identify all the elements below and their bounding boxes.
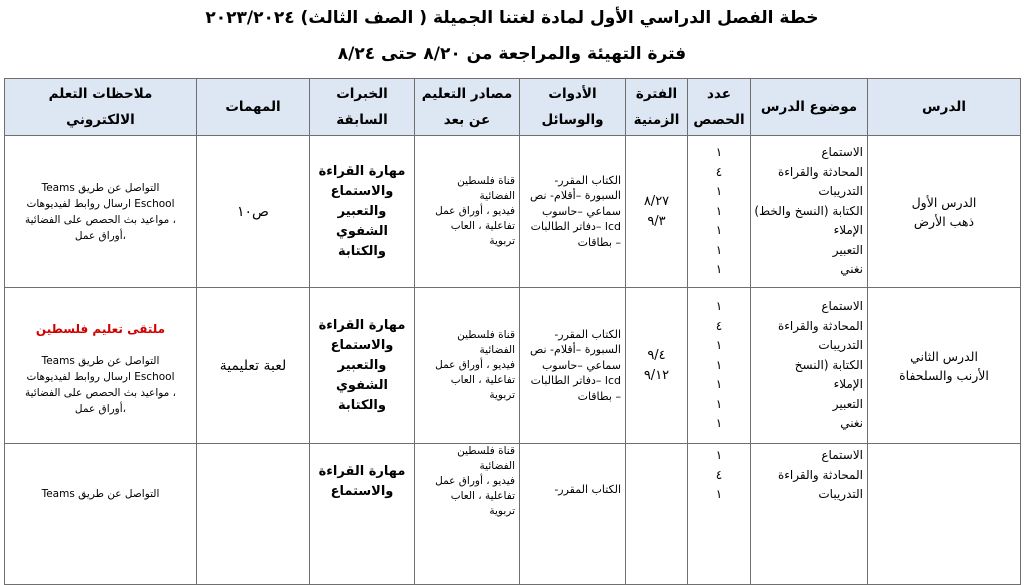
table-row	[5, 136, 1021, 288]
header-tools: الأدوات والوسائل	[520, 79, 626, 136]
count-cell: ١ ٤ ١ ١ ١ ١ ١	[688, 136, 751, 288]
count-cell: ١ ٤ ١	[688, 444, 751, 585]
topic-cell: الاستماع المحادثة والقراءة التدريبات	[751, 444, 868, 585]
experience-cell: مهارة القراءة والاستماع والتعبير الشفوي والكتابة	[310, 136, 415, 288]
notes-cell: التواصل عن طريق Teams Eschool ارسال روابط لفيديوهات ، مواعيد بث الحصص على الفضائية ،أوراق عمل	[5, 136, 197, 288]
lesson-cell	[868, 444, 1021, 585]
special-note: ملتقى تعليم فلسطين	[35, 321, 166, 336]
sources-cell: قناة فلسطين الفضائية فيديو ، أوراق عمل تفاعلية ، العاب تربوية	[415, 444, 520, 585]
task-cell: ص١٠	[197, 136, 310, 288]
task-cell	[197, 444, 310, 585]
notes-cell: التواصل عن طريق Teams	[5, 444, 197, 585]
lesson-cell: الدرس الثاني الأرنب والسلحفاة	[868, 288, 1021, 444]
experience-cell: مهارة القراءة والاستماع والتعبير الشفوي والكتابة	[310, 288, 415, 444]
header-period: الفترة الزمنية	[626, 79, 688, 136]
task-cell: لعبة تعليمية	[197, 288, 310, 444]
header-sources: مصادر التعليم عن بعد	[415, 79, 520, 136]
lesson-plan-table	[4, 78, 1021, 585]
period-cell	[626, 444, 688, 585]
document-title: خطة الفصل الدراسي الأول لمادة لغتنا الجميلة ( الصف الثالث) ٢٠٢٣/٢٠٢٤	[205, 8, 819, 28]
header-tasks: المهمات	[197, 79, 310, 136]
header-notes: ملاحظات التعلم الالكتروني	[5, 79, 197, 136]
header-count: عدد الحصص	[688, 79, 751, 136]
topic-cell: الاستماع المحادثة والقراءة التدريبات الكتابة (النسخ والخط) الإملاء التعبير نغني	[751, 136, 868, 288]
topic-cell: الاستماع المحادثة والقراءة التدريبات الكتابة (النسخ الإملاء التعبير نغني	[751, 288, 868, 444]
table-row	[5, 444, 1021, 585]
header-experience: الخبرات السابقة	[310, 79, 415, 136]
table-row	[5, 288, 1021, 444]
tools-cell: الكتاب المقرر- السبورة –أقلام- نص سماعي –حاسوب lcd –دفاتر الطالبات – بطاقات	[520, 288, 626, 444]
period-cell: ٩/٤ ٩/١٢	[626, 288, 688, 444]
lesson-cell: الدرس الأول ذهب الأرض	[868, 136, 1021, 288]
tools-cell: الكتاب المقرر- السبورة –أقلام- نص سماعي –حاسوب lcd –دفاتر الطالبات – بطاقات	[520, 136, 626, 288]
header-topic: موضوع الدرس	[751, 79, 868, 136]
sources-cell: قناة فلسطين الفضائية فيديو ، أوراق عمل تفاعلية ، العاب تربوية	[415, 288, 520, 444]
document-subtitle: فترة التهيئة والمراجعة من ٨/٢٠ حتى ٨/٢٤	[337, 44, 687, 64]
period-cell: ٨/٢٧ ٩/٣	[626, 136, 688, 288]
notes-cell: ملتقى تعليم فلسطين التواصل عن طريق Teams Eschool ارسال روابط لفيديوهات ، مواعيد بث الحصص على الفضائية ،أوراق عمل	[5, 288, 197, 444]
count-cell: ١ ٤ ١ ١ ١ ١ ١	[688, 288, 751, 444]
tools-cell: الكتاب المقرر-	[520, 444, 626, 585]
experience-cell: مهارة القراءة والاستماع	[310, 444, 415, 585]
table-header-row	[5, 79, 1021, 136]
header-lesson: الدرس	[868, 79, 1021, 136]
sources-cell: قناة فلسطين الفضائية فيديو ، أوراق عمل تفاعلية ، العاب تربوية	[415, 136, 520, 288]
